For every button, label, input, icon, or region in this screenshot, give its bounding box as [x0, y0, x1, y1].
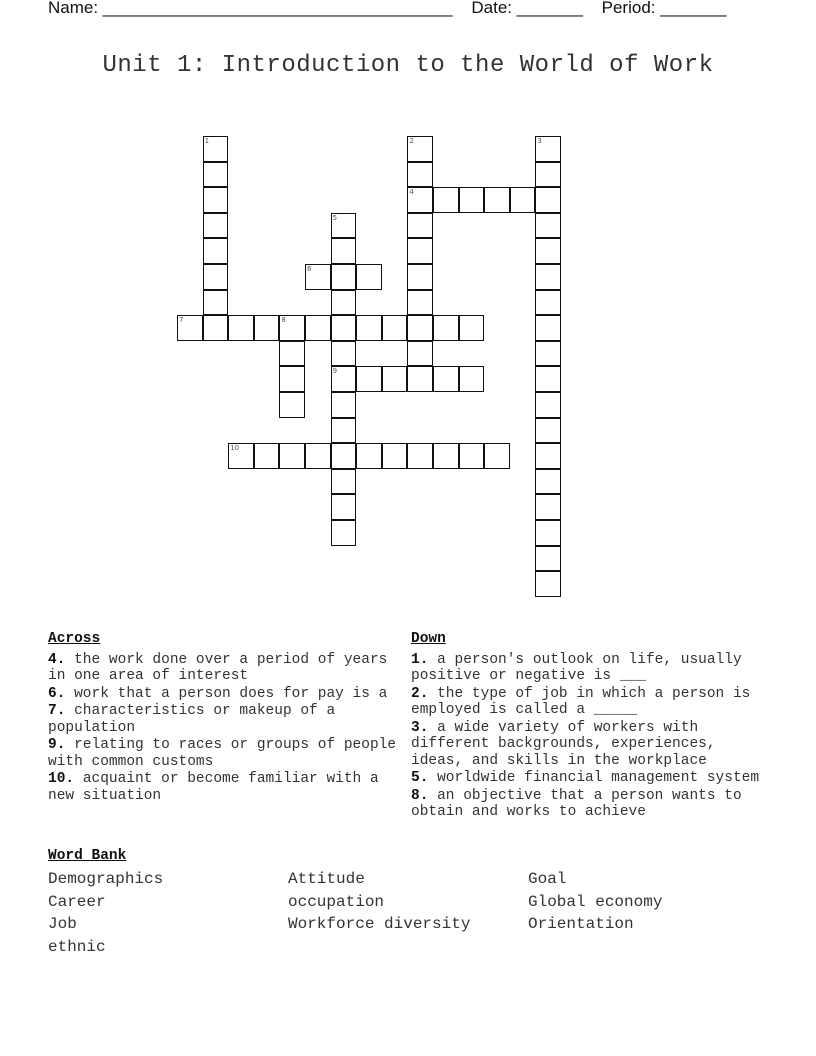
word-bank-item: Attitude	[288, 870, 365, 888]
across-clues	[48, 631, 404, 805]
crossword-cell[interactable]	[203, 264, 229, 290]
crossword-cell[interactable]	[433, 187, 459, 213]
crossword-cell[interactable]	[459, 443, 485, 469]
date-field[interactable]: Date: _______	[471, 0, 583, 17]
crossword-cell[interactable]	[331, 315, 357, 341]
crossword-cell[interactable]	[356, 315, 382, 341]
crossword-cell[interactable]	[203, 187, 229, 213]
crossword-cell[interactable]	[535, 571, 561, 597]
clue-text: the type of job in which a person is employed is called a _____	[411, 685, 751, 718]
word-bank-item: Global economy	[528, 892, 663, 911]
crossword-cell[interactable]	[331, 238, 357, 264]
down-clues	[411, 631, 771, 822]
clue-number: 9.	[48, 737, 66, 753]
word-bank-item: occupation	[288, 892, 385, 911]
across-clue	[48, 737, 404, 770]
crossword-cell[interactable]	[433, 366, 459, 392]
clue-number-label: 8	[281, 316, 286, 325]
crossword-cell[interactable]	[407, 187, 433, 213]
word-bank-item: Workforce diversity	[288, 915, 471, 933]
word-bank-item: Demographics	[48, 870, 164, 888]
crossword-cell[interactable]	[254, 315, 280, 341]
clue-number: 7.	[48, 703, 66, 719]
crossword-cell[interactable]	[305, 315, 331, 341]
crossword-cell[interactable]	[331, 290, 357, 316]
crossword-cell[interactable]	[535, 213, 561, 239]
down-clue	[411, 770, 771, 787]
name-field[interactable]: Name: _____________________________________	[48, 0, 453, 17]
clue-number: 5.	[411, 770, 429, 786]
across-clue	[48, 686, 404, 703]
crossword-cell[interactable]	[331, 520, 357, 546]
clue-text: relating to races or groups of people with common customs	[48, 737, 397, 770]
crossword-cell[interactable]	[279, 443, 305, 469]
crossword-cell[interactable]	[305, 264, 331, 290]
crossword-cell[interactable]	[382, 315, 408, 341]
crossword-cell[interactable]	[535, 315, 561, 341]
crossword-cell[interactable]	[407, 366, 433, 392]
crossword-cell[interactable]	[203, 238, 229, 264]
crossword-cell[interactable]	[535, 469, 561, 495]
crossword-cell[interactable]	[407, 315, 433, 341]
down-clue	[411, 652, 771, 685]
crossword-cell[interactable]	[459, 187, 485, 213]
crossword-cell[interactable]	[177, 315, 203, 341]
clue-number: 1.	[411, 651, 429, 668]
clue-text: a person's outlook on life, usually positive or negative is ___	[411, 651, 742, 684]
crossword-cell[interactable]	[356, 264, 382, 290]
clue-text: an objective that a person wants to obtain and works to achieve	[411, 787, 742, 820]
clue-number: 3.	[411, 719, 429, 736]
word-bank-heading: Word Bank	[48, 848, 127, 864]
crossword-cell[interactable]	[382, 366, 408, 392]
crossword-cell[interactable]	[535, 136, 561, 162]
crossword-cell[interactable]	[407, 290, 433, 316]
clue-number: 6.	[48, 685, 66, 702]
word-bank-item: Job	[48, 915, 77, 933]
word-bank-item: Career	[48, 892, 106, 911]
page-title: Unit 1: Introduction to the World of Work	[102, 52, 714, 79]
crossword-cell[interactable]	[535, 418, 561, 444]
crossword-cell[interactable]	[331, 443, 357, 469]
crossword-cell[interactable]	[331, 469, 357, 495]
crossword-cell[interactable]	[535, 238, 561, 264]
across-clue	[48, 703, 404, 736]
crossword-cell[interactable]	[433, 443, 459, 469]
word-bank	[48, 848, 768, 958]
crossword-cell[interactable]	[331, 366, 357, 392]
clue-text: acquaint or become familiar with a new situation	[48, 771, 379, 804]
crossword-cell[interactable]	[484, 187, 510, 213]
clue-text: worldwide financial management system	[437, 770, 760, 786]
crossword-cell[interactable]	[535, 520, 561, 546]
crossword-cell[interactable]	[279, 366, 305, 392]
crossword-cell[interactable]	[279, 392, 305, 418]
word-bank-item: Goal	[528, 870, 567, 888]
crossword-cell[interactable]	[535, 494, 561, 520]
crossword-cell[interactable]	[407, 238, 433, 264]
crossword-cell[interactable]	[331, 264, 357, 290]
clue-number: 10.	[48, 771, 75, 787]
down-clue	[411, 720, 771, 770]
clue-number-label: 9	[332, 367, 338, 376]
crossword-cell[interactable]	[254, 443, 280, 469]
crossword-cell[interactable]	[203, 213, 229, 239]
word-bank-list	[48, 868, 768, 958]
crossword-cell[interactable]	[279, 315, 305, 341]
clue-number-label: 2	[409, 137, 414, 145]
crossword-cell[interactable]	[535, 264, 561, 290]
crossword-cell[interactable]	[407, 264, 433, 290]
crossword-cell[interactable]	[407, 443, 433, 469]
down-heading: Down	[411, 631, 446, 647]
crossword-cell[interactable]	[459, 315, 485, 341]
clue-text: work that a person does for pay is a	[74, 685, 388, 702]
clue-number: 8.	[411, 787, 429, 804]
crossword-cell[interactable]	[331, 418, 357, 444]
crossword-cell[interactable]	[331, 341, 357, 367]
crossword-cell[interactable]	[331, 392, 357, 418]
crossword-cell[interactable]	[331, 213, 357, 239]
across-clue	[48, 652, 404, 685]
clue-number-label: 1	[204, 137, 210, 145]
crossword-cell[interactable]	[382, 443, 408, 469]
crossword-cell[interactable]	[356, 443, 382, 469]
crossword-cell[interactable]	[228, 315, 254, 341]
clue-number-label: 6	[307, 265, 312, 273]
crossword-cell[interactable]	[279, 341, 305, 367]
word-bank-item: ethnic	[48, 937, 106, 956]
crossword-cell[interactable]	[407, 341, 433, 367]
crossword-cell[interactable]	[535, 162, 561, 188]
crossword-cell[interactable]	[484, 443, 510, 469]
clue-number-label: 4	[409, 188, 414, 197]
clue-number: 4.	[48, 651, 66, 668]
clue-text: the work done over a period of years in one area of interest	[48, 651, 388, 684]
crossword-cell[interactable]	[305, 443, 331, 469]
crossword-cell[interactable]	[407, 213, 433, 239]
clue-number: 2.	[411, 685, 429, 702]
clue-number-label: 7	[179, 316, 184, 325]
crossword-cell[interactable]	[535, 443, 561, 469]
crossword-cell[interactable]	[203, 136, 229, 162]
across-clue	[48, 771, 404, 804]
period-field[interactable]: Period: _______	[601, 0, 727, 17]
clue-text: characteristics or makeup of a population	[48, 703, 336, 736]
clue-number-label: 10	[230, 444, 240, 453]
crossword-cell[interactable]	[203, 162, 229, 188]
crossword-cell[interactable]	[535, 392, 561, 418]
crossword-cell[interactable]	[535, 290, 561, 316]
crossword-cell[interactable]	[331, 494, 357, 520]
clue-number-label: 5	[332, 213, 338, 222]
word-bank-item: Orientation	[528, 915, 634, 933]
crossword-cell[interactable]	[535, 546, 561, 572]
crossword-cell[interactable]	[510, 187, 536, 213]
crossword-cell[interactable]	[407, 136, 433, 162]
crossword-cell[interactable]	[535, 366, 561, 392]
across-heading: Across	[48, 631, 101, 647]
crossword-cell[interactable]	[459, 366, 485, 392]
crossword-cell[interactable]	[203, 290, 229, 316]
clue-text: a wide variety of workers with different backgrounds, experiences, ideas, and skills in the workplace	[411, 719, 716, 769]
crossword-cell[interactable]	[407, 162, 433, 188]
clue-number-label: 3	[537, 137, 542, 145]
crossword-cell[interactable]	[356, 366, 382, 392]
down-clue	[411, 686, 771, 719]
crossword-cell[interactable]	[203, 315, 229, 341]
crossword-cell[interactable]	[433, 315, 459, 341]
crossword-cell[interactable]	[228, 443, 254, 469]
crossword-cell[interactable]	[535, 187, 561, 213]
down-clue	[411, 788, 771, 821]
crossword-cell[interactable]	[535, 341, 561, 367]
